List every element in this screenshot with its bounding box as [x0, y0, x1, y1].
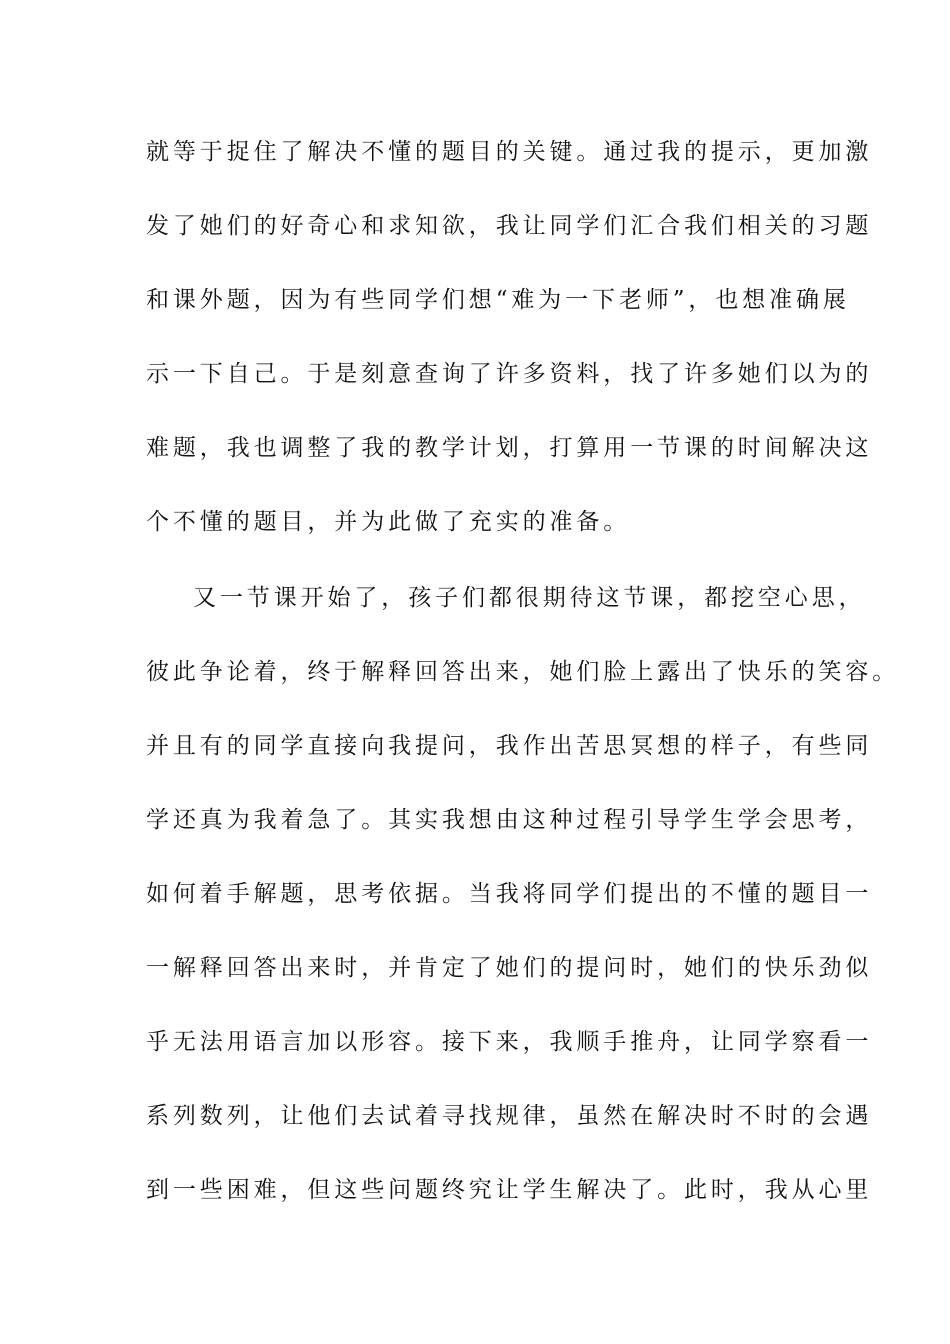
text-line-5: 难题，我也调整了我的教学计划，打算用一节课的时间解决这 — [146, 435, 873, 461]
text-line-11: 如何着手解题，思考依据。当我将同学们提出的不懂的题目一 — [146, 881, 873, 907]
text-line-7: 又一节课开始了，孩子们都很期待这节课，都挖空心思， — [193, 585, 866, 611]
text-line-3: 和课外题，因为有些同学们想“难为一下老师”，也想准确展 — [146, 287, 850, 313]
text-line-1: 就等于捉住了解决不懂的题目的关键。通过我的提示，更加激 — [146, 139, 873, 165]
text-line-15: 到一些困难，但这些问题终究让学生解决了。此时，我从心里 — [146, 1177, 873, 1203]
text-line-10: 学还真为我着急了。其实我想由这种过程引导学生学会思考， — [146, 807, 873, 833]
text-line-2: 发了她们的好奇心和求知欲，我让同学们汇合我们相关的习题 — [146, 213, 873, 239]
text-line-9: 并且有的同学直接向我提问，我作出苦思冥想的样子，有些同 — [146, 733, 873, 759]
text-line-14: 系列数列，让他们去试着寻找规律，虽然在解决时不时的会遇 — [146, 1103, 873, 1129]
text-line-12: 一解释回答出来时，并肯定了她们的提问时，她们的快乐劲似 — [146, 955, 873, 981]
text-line-6: 个不懂的题目，并为此做了充实的准备。 — [146, 509, 631, 535]
text-line-13: 乎无法用语言加以形容。接下来，我顺手推舟，让同学察看一 — [146, 1029, 873, 1055]
text-line-4: 示一下自己。于是刻意查询了许多资料，找了许多她们以为的 — [146, 361, 873, 387]
text-line-8: 彼此争论着，终于解释回答出来，她们脸上露出了快乐的笑容。 — [146, 659, 900, 685]
